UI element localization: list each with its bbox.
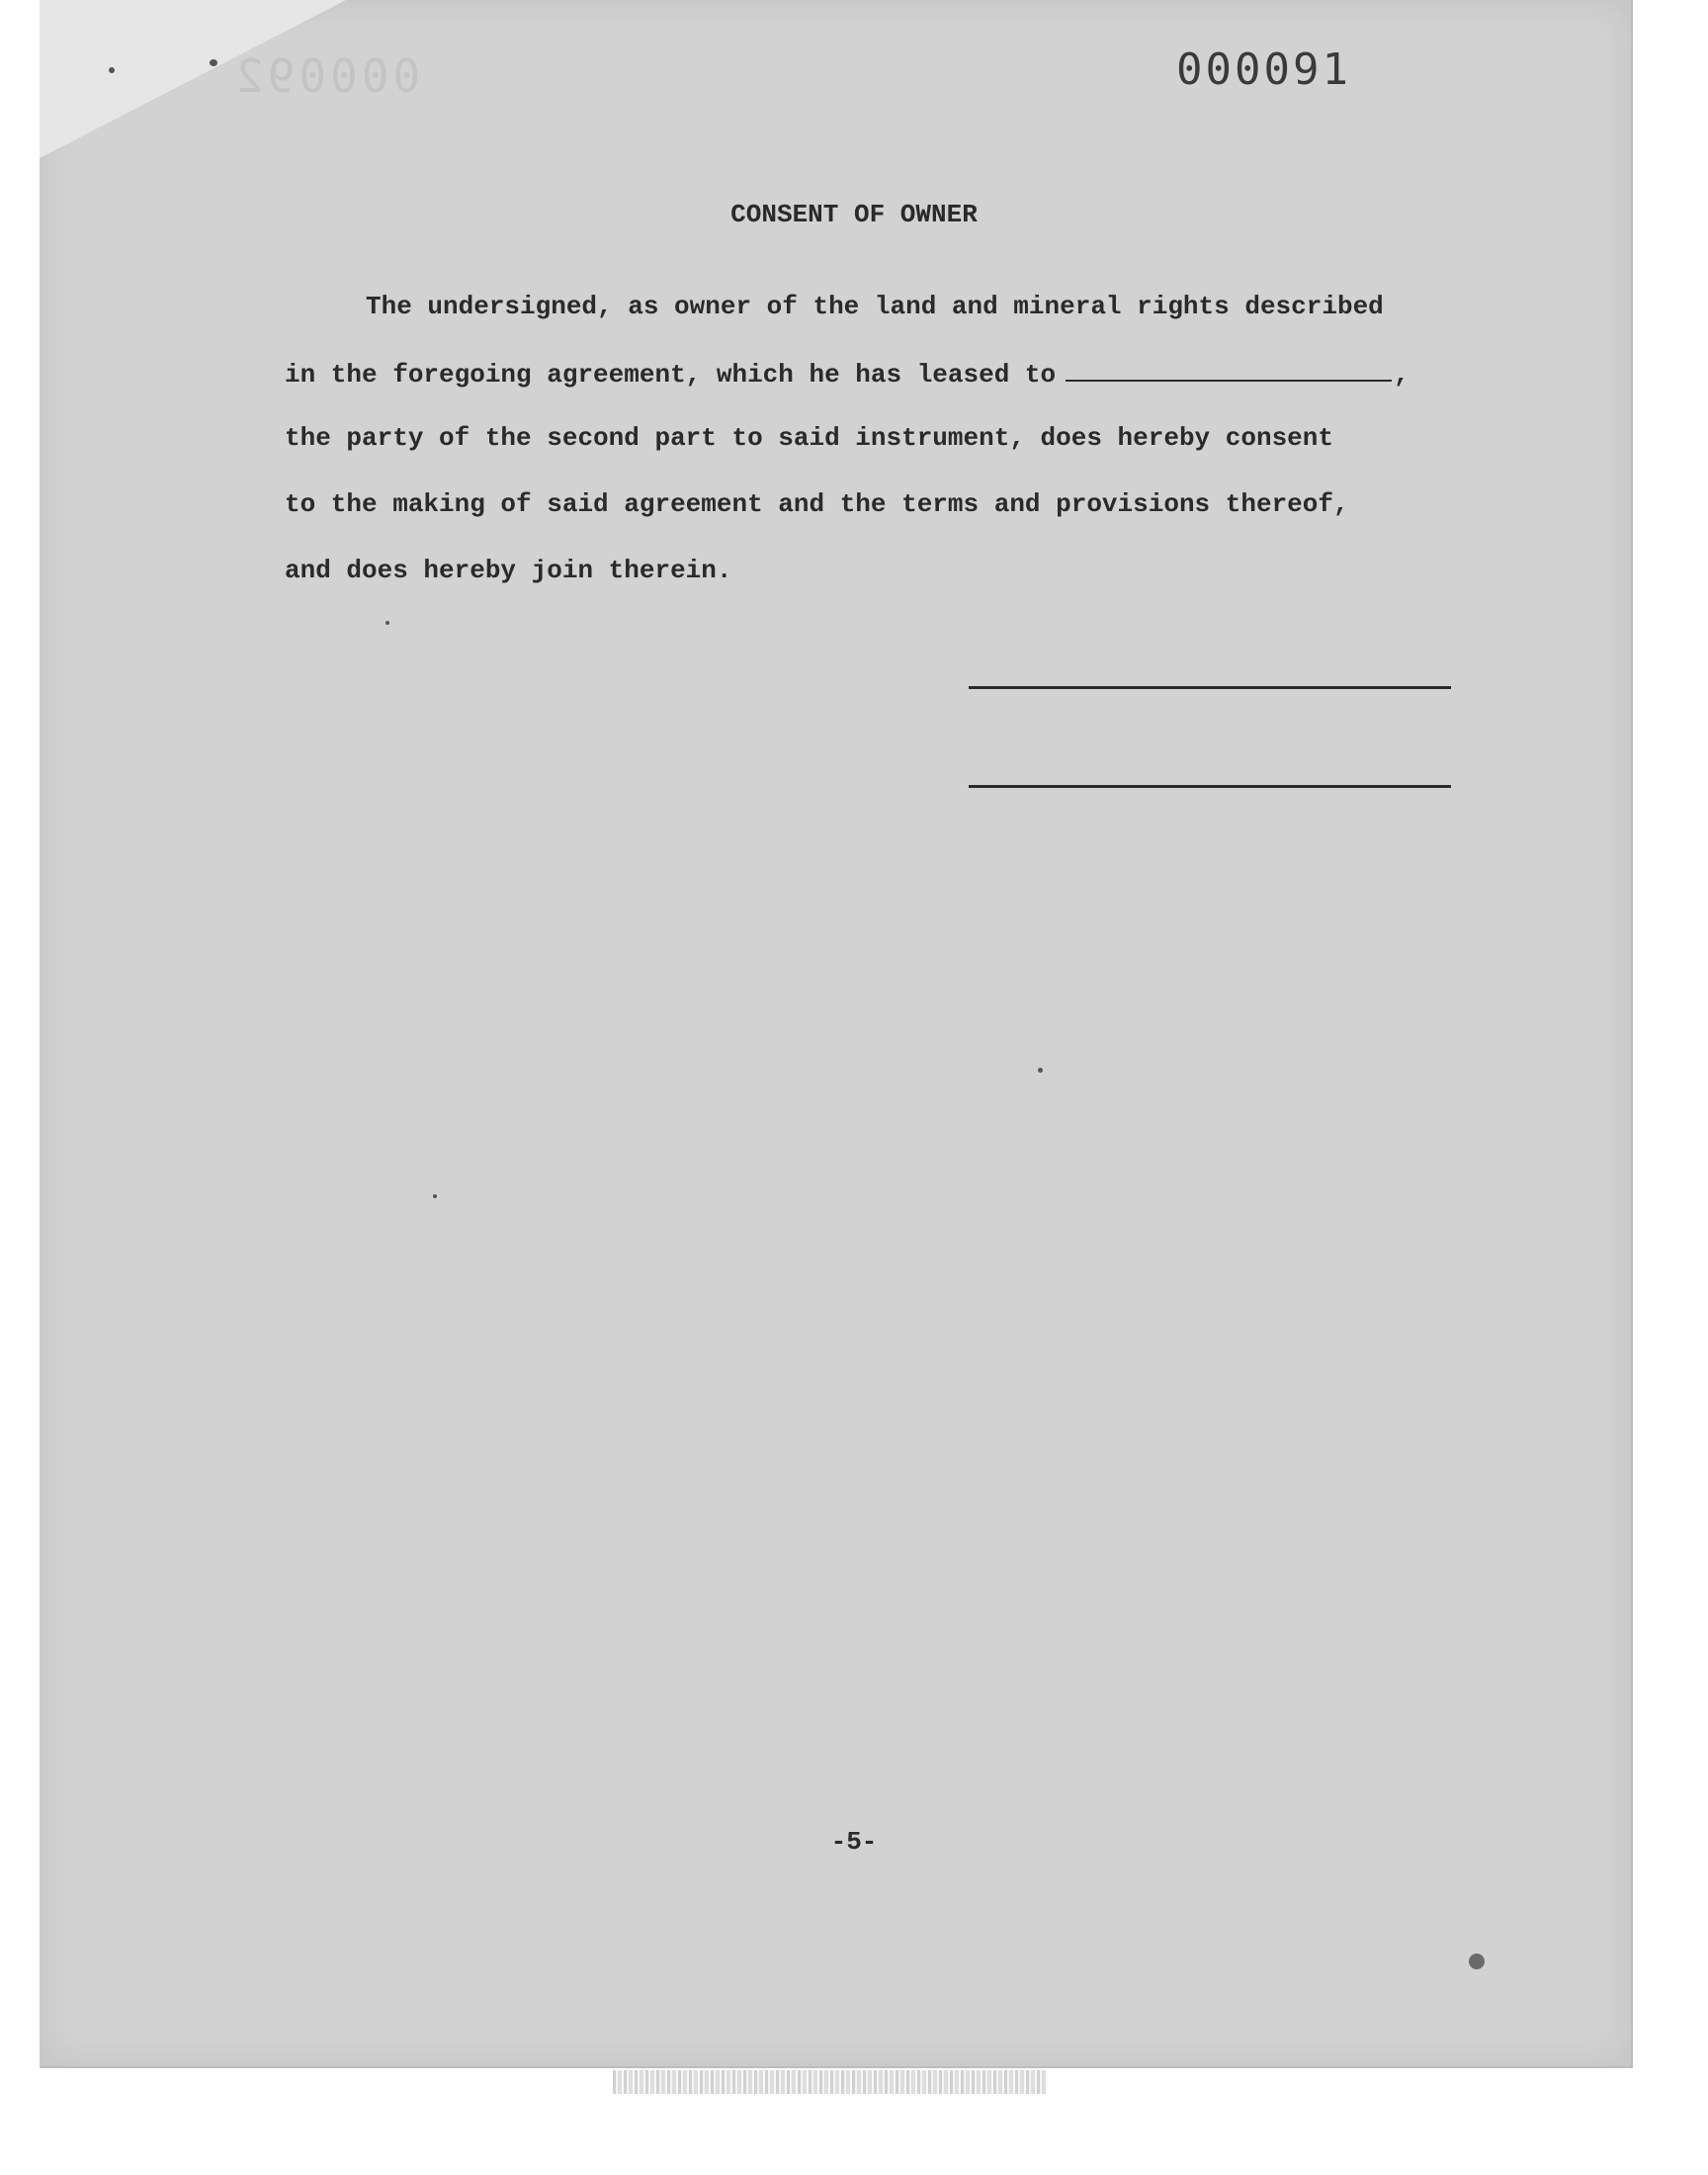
signature-line-1	[969, 686, 1451, 689]
speck-mark	[1038, 1068, 1043, 1073]
speck-mark	[109, 67, 115, 73]
paragraph-line	[285, 358, 1409, 390]
bleed-through-number: 000092	[232, 49, 421, 103]
speck-mark	[385, 621, 389, 625]
paragraph-line: to the making of said agreement and the terms and provisions thereof,	[285, 489, 1349, 519]
paragraph-line: and does hereby join therein.	[285, 556, 732, 585]
paragraph-line: The undersigned, as owner of the land and mineral rights described	[366, 292, 1384, 321]
speck-mark	[210, 59, 217, 66]
speck-mark	[433, 1194, 437, 1198]
page-number: -5-	[830, 1827, 878, 1857]
scan-dot-mark	[1469, 1954, 1485, 1969]
paragraph-line: the party of the second part to said instrument, does hereby consent	[285, 423, 1333, 453]
signature-line-2	[969, 785, 1451, 788]
paragraph-line-punctuation: ,	[1394, 360, 1409, 390]
document-title: CONSENT OF OWNER	[730, 200, 978, 229]
paragraph-line-text: in the foregoing agreement, which he has leased to	[285, 360, 1057, 390]
lessee-name-blank	[1066, 358, 1392, 382]
document-stamp-number: 000091	[1176, 44, 1351, 95]
scanner-artifact-strip	[613, 2070, 1048, 2094]
